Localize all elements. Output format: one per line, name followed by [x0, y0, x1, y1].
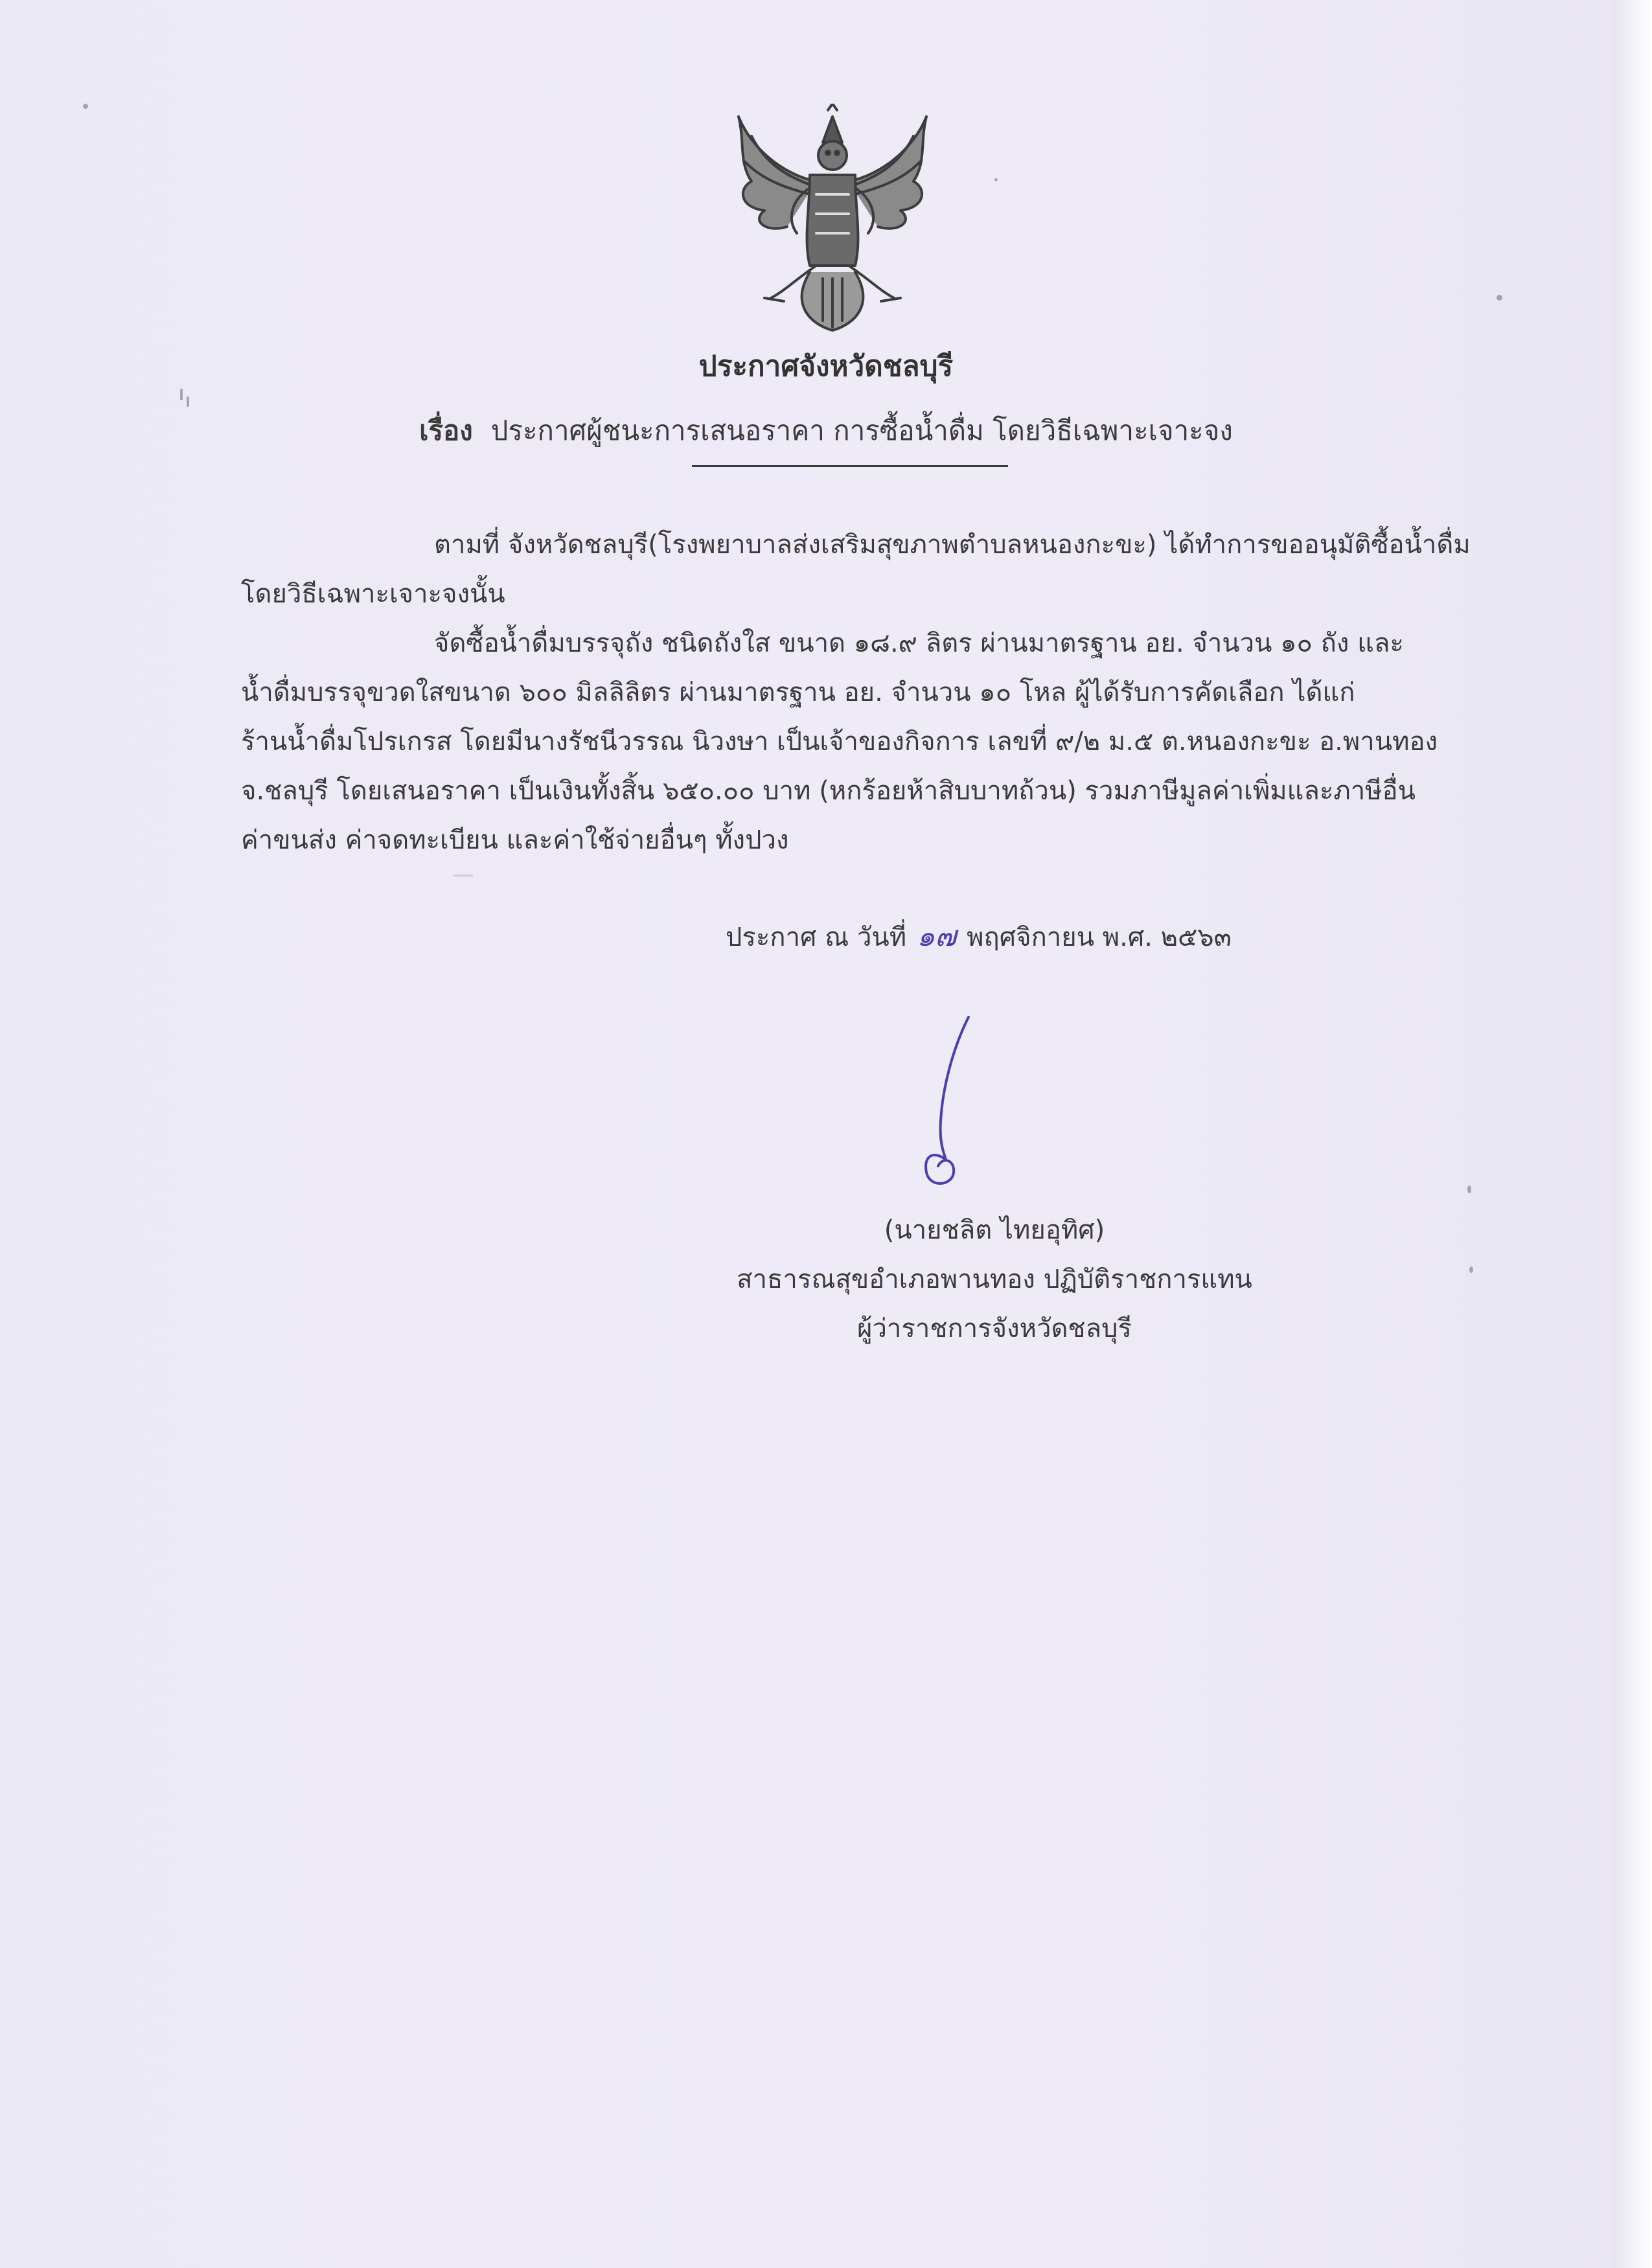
paragraph1-line: ตามที่ จังหวัดชลบุรี(โรงพยาบาลส่งเสริมสุขภาพตำบลหนองกะขะ) ได้ทำการขออนุมัติซื้อน้ำดื่ม [434, 530, 1471, 560]
date-prefix: ประกาศ ณ วันที่ [726, 922, 907, 952]
subject-text: ประกาศผู้ชนะการเสนอราคา การซื้อน้ำดื่ม โดยวิธีเฉพาะเจาะจง [490, 415, 1233, 446]
signature-icon [907, 1011, 985, 1205]
scan-speck [83, 104, 88, 109]
announcement-date [726, 913, 1232, 959]
scan-speck [453, 875, 473, 876]
garuda-emblem-icon [726, 104, 939, 337]
date-day-handwritten: ๑๗ [917, 920, 957, 953]
signer-name: (นายชลิต ไทยอุทิศ) [884, 1215, 1105, 1245]
scan-speck [1497, 295, 1502, 301]
paragraph2-line: น้ำดื่มบรรจุขวดใสขนาด ๖๐๐ มิลลิลิตร ผ่านมาตรฐาน อย. จำนวน ๑๐ โหล ผู้ได้รับการคัดเลือก ได้แก่ [241, 678, 1355, 707]
scan-speck [187, 396, 189, 407]
signer-on-behalf: ผู้ว่าราชการจังหวัดชลบุรี [857, 1314, 1132, 1344]
scan-speck [180, 389, 183, 400]
paragraph2-line: ร้านน้ำดื่มโปรเกรส โดยมีนางรัชนีวรรณ นิวงษา เป็นเจ้าของกิจการ เลขที่ ๙/๒ ม.๕ ต.หนองกะขะ อ.พานทอง [241, 727, 1438, 757]
signer-position: สาธารณสุขอำเภอพานทอง ปฏิบัติราชการแทน [737, 1265, 1252, 1294]
paragraph2-line: ค่าขนส่ง ค่าจดทะเบียน และค่าใช้จ่ายอื่นๆ ทั้งปวง [241, 825, 789, 855]
paper-edge [1613, 0, 1652, 2268]
document-title: ประกาศจังหวัดชลบุรี [698, 350, 954, 383]
paragraph2-line: จัดซื้อน้ำดื่มบรรจุถัง ชนิดถังใส ขนาด ๑๘.๙ ลิตร ผ่านมาตรฐาน อย. จำนวน ๑๐ ถัง และ [434, 628, 1404, 658]
title-underline [692, 465, 1008, 467]
scan-speck [994, 178, 998, 181]
scan-speck [1467, 1186, 1471, 1193]
paragraph1-line: โดยวิธีเฉพาะเจาะจงนั้น [241, 579, 505, 609]
date-suffix: พฤศจิกายน พ.ศ. ๒๕๖๓ [967, 922, 1232, 952]
document-subject [0, 409, 1652, 452]
subject-label: เรื่อง [419, 415, 473, 446]
paragraph2-line: จ.ชลบุรี โดยเสนอราคา เป็นเงินทั้งสิ้น ๖๕๐.๐๐ บาท (หกร้อยห้าสิบบาทถ้วน) รวมภาษีมูลค่าเพิ่มและภาษีอื่น [241, 776, 1416, 806]
